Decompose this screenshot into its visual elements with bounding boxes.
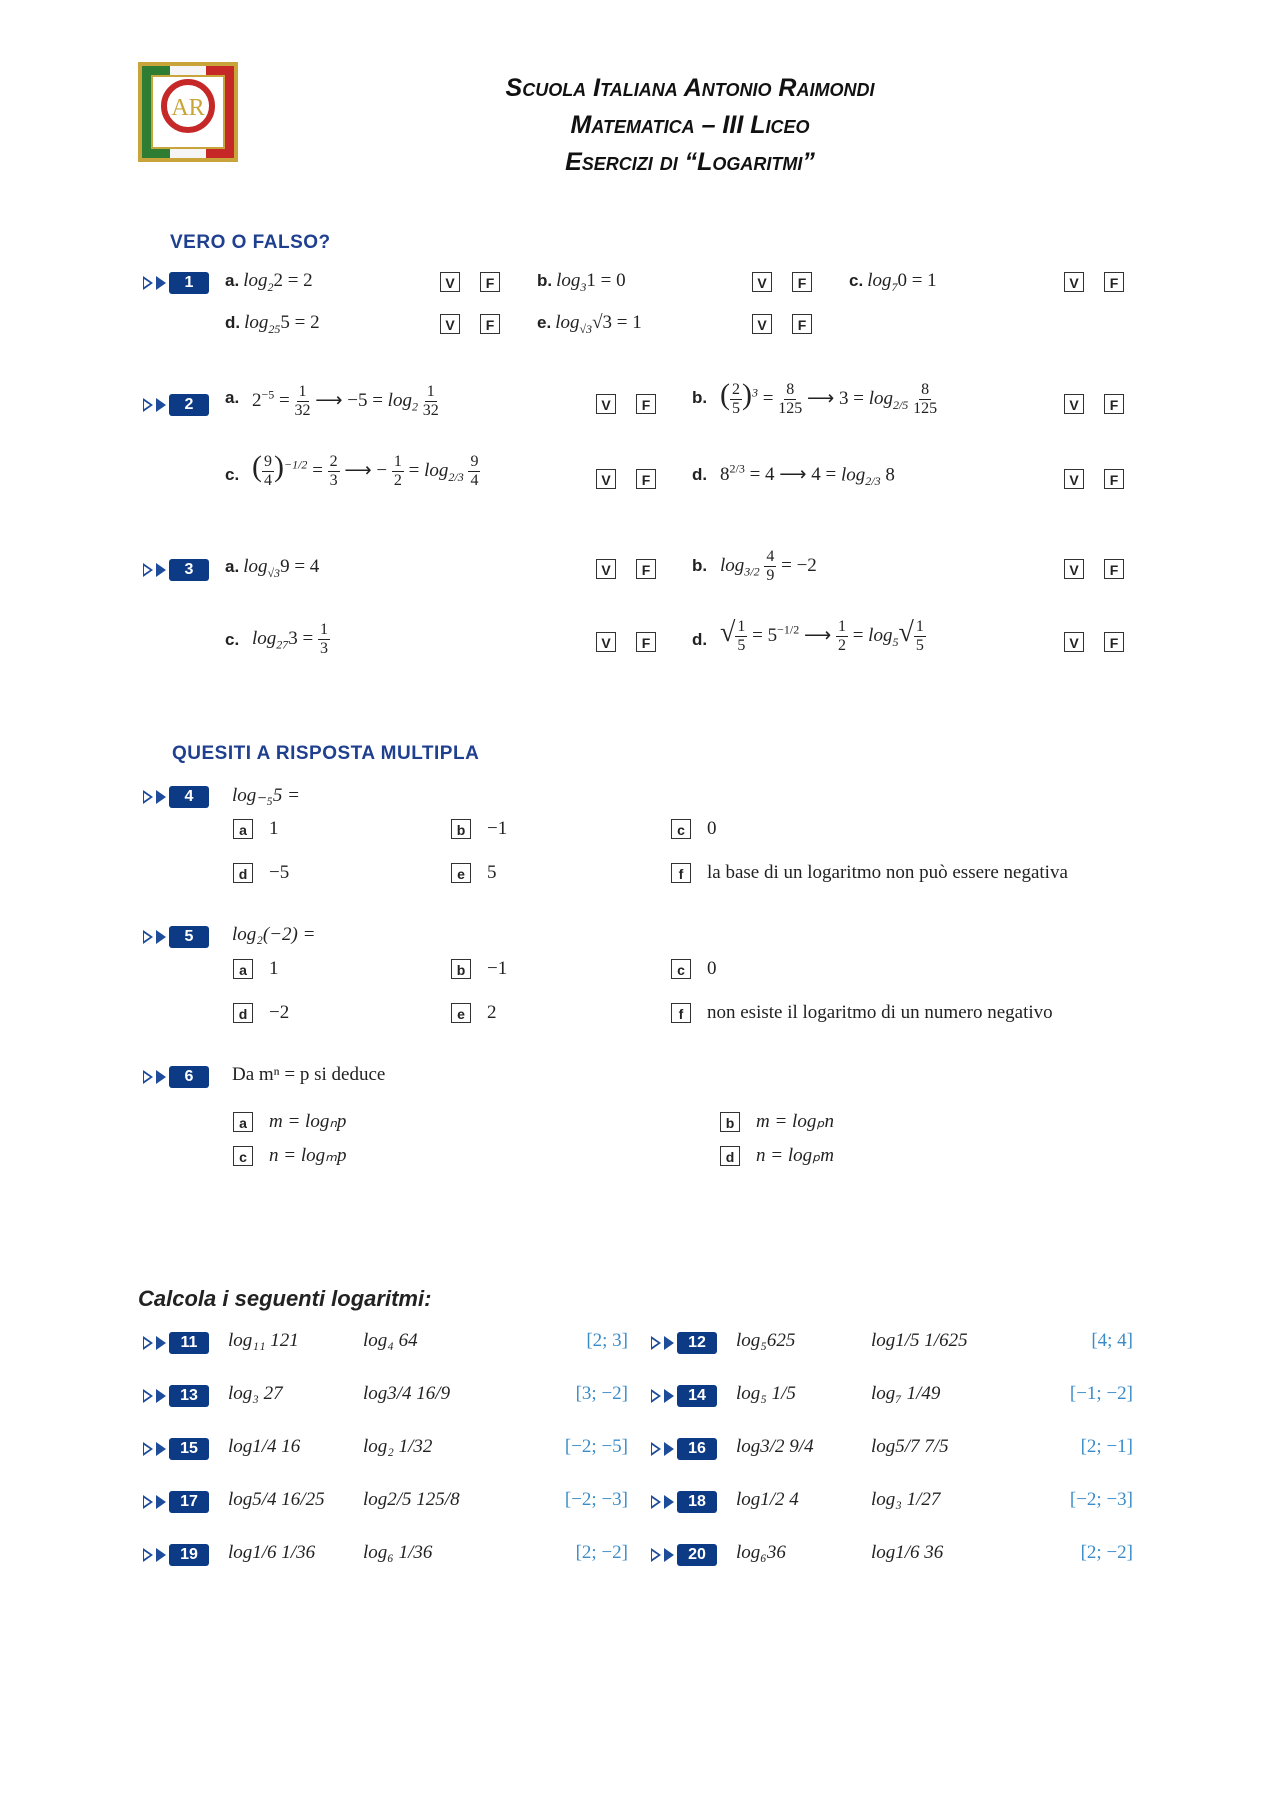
arrow-icon xyxy=(143,790,153,804)
arrow-icon xyxy=(143,1070,153,1084)
arrow-icon xyxy=(156,1070,166,1084)
answer-key: [−1; −2] xyxy=(1069,1383,1133,1404)
answer-key: [−2; −5] xyxy=(564,1436,628,1457)
math-expression: $\log_22 = 2$ xyxy=(243,270,313,294)
calc-section-title: Calcola i seguenti logaritmi: xyxy=(138,1286,432,1311)
question-number: 6 xyxy=(143,1066,209,1088)
exercise-number: 16 xyxy=(651,1438,717,1460)
arrow-icon xyxy=(156,276,166,290)
log-expression: log2/5 125/8 xyxy=(363,1489,460,1510)
exercise-number: 14 xyxy=(651,1385,717,1407)
option[interactable]: f non esiste il logaritmo di un numero negativo xyxy=(671,1002,1053,1024)
exercise-number: 12 xyxy=(651,1332,717,1354)
option[interactable]: f la base di un logaritmo non può essere negativa xyxy=(671,862,1068,884)
false-box[interactable]: F xyxy=(1104,632,1124,652)
exercise-number: 19 xyxy=(143,1544,209,1566)
answer-key: [−2; −3] xyxy=(564,1489,628,1510)
school-name: Scuola Italiana Antonio Raimondi xyxy=(505,74,875,102)
option[interactable]: d n = logₚm xyxy=(720,1144,834,1167)
arrow-icon xyxy=(651,1495,661,1509)
option[interactable]: a m = logₙp xyxy=(233,1110,346,1133)
log-expression: log₃ 27 xyxy=(228,1383,283,1404)
arrow-icon xyxy=(143,1336,153,1350)
true-box[interactable]: V xyxy=(596,559,616,579)
option[interactable]: d −5 xyxy=(233,862,289,884)
log-expression: log1/5 1/625 xyxy=(871,1330,968,1351)
true-box[interactable]: V xyxy=(1064,469,1084,489)
arrow-icon xyxy=(156,790,166,804)
math-expression: ( $\frac{2}{5}$ )$^3$ = $\frac{8}{125}$ ⟶ $3 = \log_{2/5}$ $\frac{8}{125}$ xyxy=(720,378,938,418)
log-expression: log₃ 1/27 xyxy=(871,1489,941,1510)
mc-section-title: QUESITI A RISPOSTA MULTIPLA xyxy=(172,743,480,764)
math-expression: $\log_70 = 1$ xyxy=(867,270,937,294)
vf-item: d. xyxy=(692,630,708,649)
option[interactable]: b −1 xyxy=(451,818,507,840)
arrow-icon xyxy=(664,1389,674,1403)
vf-boxes xyxy=(1064,469,1124,489)
option[interactable]: a 1 xyxy=(233,958,279,980)
arrow-icon xyxy=(143,276,153,290)
question-number: 4 xyxy=(143,786,209,808)
question-text: log₂(−2) = xyxy=(232,924,316,945)
math-expression: $8^{2/3} = 4$ ⟶ $4 = \log_{2/3} 8$ xyxy=(720,462,895,489)
vf-item: b. xyxy=(692,388,708,407)
svg-text:AR: AR xyxy=(171,95,205,121)
arrow-icon xyxy=(156,930,166,944)
vf-boxes xyxy=(752,272,812,292)
option[interactable]: c 0 xyxy=(671,958,717,980)
log-expression: log₅ 1/5 xyxy=(736,1383,796,1404)
exercise-number: 2 xyxy=(143,394,209,416)
log-expression: log₁₁ 121 xyxy=(228,1330,299,1351)
math-expression: $\log_{√3}9 = 4$ xyxy=(243,556,320,580)
arrow-icon xyxy=(651,1548,661,1562)
vf-boxes xyxy=(1064,394,1124,414)
false-box[interactable]: F xyxy=(792,314,812,334)
arrow-icon xyxy=(156,1548,166,1562)
vf-boxes xyxy=(596,394,656,414)
answer-key: [2; 3] xyxy=(586,1330,628,1351)
log-expression: log₅625 xyxy=(736,1330,796,1351)
true-box[interactable]: V xyxy=(596,469,616,489)
option[interactable]: b −1 xyxy=(451,958,507,980)
true-box[interactable]: V xyxy=(1064,272,1084,292)
answer-key: [2; −1] xyxy=(1080,1436,1133,1457)
document-title: Esercizi di “Logaritmi” xyxy=(565,148,815,176)
math-expression: $\log_{3/2}$ $\frac{4}{9}$ = −2 xyxy=(720,548,817,584)
false-box[interactable]: F xyxy=(636,632,656,652)
vf-boxes xyxy=(440,314,500,334)
true-box[interactable]: V xyxy=(752,272,772,292)
exercise-number: 3 xyxy=(143,559,209,581)
vf-item: a. $\log_{√3}9 = 4$ xyxy=(225,556,320,580)
math-expression: $\log_{27}3$ = $\frac{1}{3}$ xyxy=(252,621,328,657)
question-text: Da mⁿ = p si deduce xyxy=(232,1064,386,1085)
arrow-icon xyxy=(143,930,153,944)
false-box[interactable]: F xyxy=(636,469,656,489)
arrow-icon xyxy=(143,1442,153,1456)
vf-item: e. $\log_{√3}√3 = 1$ xyxy=(537,312,642,336)
math-expression: ( $\frac{9}{4}$ )$^{-1/2}$ = $\frac{2}{3}$ ⟶ − $\frac{1}{2}$ = $\log_{2/3}$ $\frac{9}{4}$ xyxy=(252,450,479,490)
document-header xyxy=(0,70,1280,181)
arrow-icon xyxy=(143,1548,153,1562)
exercise-number: 13 xyxy=(143,1385,209,1407)
vf-boxes xyxy=(596,559,656,579)
log-expression: log₄ 64 xyxy=(363,1330,418,1351)
answer-key: [3; −2] xyxy=(575,1383,628,1404)
log-expression: log₇ 1/49 xyxy=(871,1383,941,1404)
arrow-icon xyxy=(651,1442,661,1456)
option[interactable]: e 2 xyxy=(451,1002,497,1024)
log-expression: log₆36 xyxy=(736,1542,786,1563)
log-expression: log1/2 4 xyxy=(736,1489,799,1510)
vf-boxes xyxy=(752,314,812,334)
exercise-number: 17 xyxy=(143,1491,209,1513)
exercise-number: 20 xyxy=(651,1544,717,1566)
answer-key: [−2; −3] xyxy=(1069,1489,1133,1510)
arrow-icon xyxy=(156,398,166,412)
option[interactable]: e 5 xyxy=(451,862,497,884)
arrow-icon xyxy=(664,1336,674,1350)
option[interactable]: b m = logₚn xyxy=(720,1110,834,1133)
false-box[interactable]: F xyxy=(1104,272,1124,292)
math-expression: √ $\frac{1}{5}$ = $5^{-1/2}$ ⟶ $\frac{1}{2}$ = $\log_5√$ $\frac{1}{5}$ xyxy=(720,617,924,655)
arrow-icon xyxy=(143,563,153,577)
arrow-icon xyxy=(143,1495,153,1509)
true-box[interactable]: V xyxy=(596,632,616,652)
exercise-number: 15 xyxy=(143,1438,209,1460)
false-box[interactable]: F xyxy=(1104,469,1124,489)
vf-boxes xyxy=(1064,272,1124,292)
exercise-number: 1 xyxy=(143,272,209,294)
true-box[interactable]: V xyxy=(596,394,616,414)
vf-item: c. xyxy=(225,630,240,649)
arrow-icon xyxy=(143,1389,153,1403)
log-expression: log3/2 9/4 xyxy=(736,1436,814,1457)
arrow-icon xyxy=(143,398,153,412)
answer-key: [2; −2] xyxy=(1080,1542,1133,1563)
arrow-icon xyxy=(156,1442,166,1456)
log-expression: log3/4 16/9 xyxy=(363,1383,451,1404)
option[interactable]: c 0 xyxy=(671,818,717,840)
exercise-number: 18 xyxy=(651,1491,717,1513)
vf-item: c. $\log_70 = 1$ xyxy=(849,270,937,294)
answer-key: [4; 4] xyxy=(1091,1330,1133,1351)
math-expression: $2^{-5}$ = $\frac{1}{32}$ ⟶ $-5 = \log_2$ $\frac{1}{32}$ xyxy=(252,383,439,419)
arrow-icon xyxy=(664,1442,674,1456)
true-box[interactable]: V xyxy=(1064,559,1084,579)
vf-item: c. xyxy=(225,465,240,484)
log-expression: log5/7 7/5 xyxy=(871,1436,949,1457)
option[interactable]: d −2 xyxy=(233,1002,289,1024)
false-box[interactable]: F xyxy=(1104,559,1124,579)
vf-boxes xyxy=(440,272,500,292)
true-box[interactable]: V xyxy=(1064,632,1084,652)
vf-item: d. $\log_{25}5 = 2$ xyxy=(225,312,320,336)
question-text: log₋₅5 = xyxy=(232,785,300,806)
true-box[interactable]: V xyxy=(1064,394,1084,414)
arrow-icon xyxy=(156,563,166,577)
true-box[interactable]: V xyxy=(440,272,460,292)
vf-boxes xyxy=(596,469,656,489)
false-box[interactable]: F xyxy=(480,272,500,292)
arrow-icon xyxy=(651,1389,661,1403)
math-expression: $\log_{√3}√3 = 1$ xyxy=(555,312,642,336)
arrow-icon xyxy=(156,1389,166,1403)
log-expression: log₆ 1/36 xyxy=(363,1542,433,1563)
answer-key: [2; −2] xyxy=(575,1542,628,1563)
arrow-icon xyxy=(651,1336,661,1350)
log-expression: log1/4 16 xyxy=(228,1436,301,1457)
option[interactable]: c n = logₘp xyxy=(233,1144,346,1167)
false-box[interactable]: F xyxy=(480,314,500,334)
option[interactable]: a 1 xyxy=(233,818,279,840)
log-expression: log1/6 1/36 xyxy=(228,1542,316,1563)
math-expression: $\log_{25}5 = 2$ xyxy=(244,312,320,336)
true-box[interactable]: V xyxy=(752,314,772,334)
vf-item: a. xyxy=(225,388,240,407)
log-expression: log5/4 16/25 xyxy=(228,1489,325,1510)
vf-boxes xyxy=(1064,559,1124,579)
false-box[interactable]: F xyxy=(636,394,656,414)
exercise-number: 11 xyxy=(143,1332,209,1354)
vf-item: d. xyxy=(692,465,708,484)
arrow-icon xyxy=(156,1336,166,1350)
arrow-icon xyxy=(156,1495,166,1509)
log-expression: log1/6 36 xyxy=(871,1542,944,1563)
course-name: Matematica – III Liceo xyxy=(570,111,810,139)
true-box[interactable]: V xyxy=(440,314,460,334)
log-expression: log₂ 1/32 xyxy=(363,1436,433,1457)
vf-item: b. $\log_31 = 0$ xyxy=(537,270,626,294)
false-box[interactable]: F xyxy=(636,559,656,579)
arrow-icon xyxy=(664,1548,674,1562)
false-box[interactable]: F xyxy=(1104,394,1124,414)
vf-item: b. xyxy=(692,556,708,575)
false-box[interactable]: F xyxy=(792,272,812,292)
vf-boxes xyxy=(596,632,656,652)
vf-boxes xyxy=(1064,632,1124,652)
math-expression: $\log_31 = 0$ xyxy=(556,270,626,294)
question-number: 5 xyxy=(143,926,209,948)
vf-item: a. $\log_22 = 2$ xyxy=(225,270,313,294)
arrow-icon xyxy=(664,1495,674,1509)
vf-section-title: VERO O FALSO? xyxy=(170,232,331,253)
